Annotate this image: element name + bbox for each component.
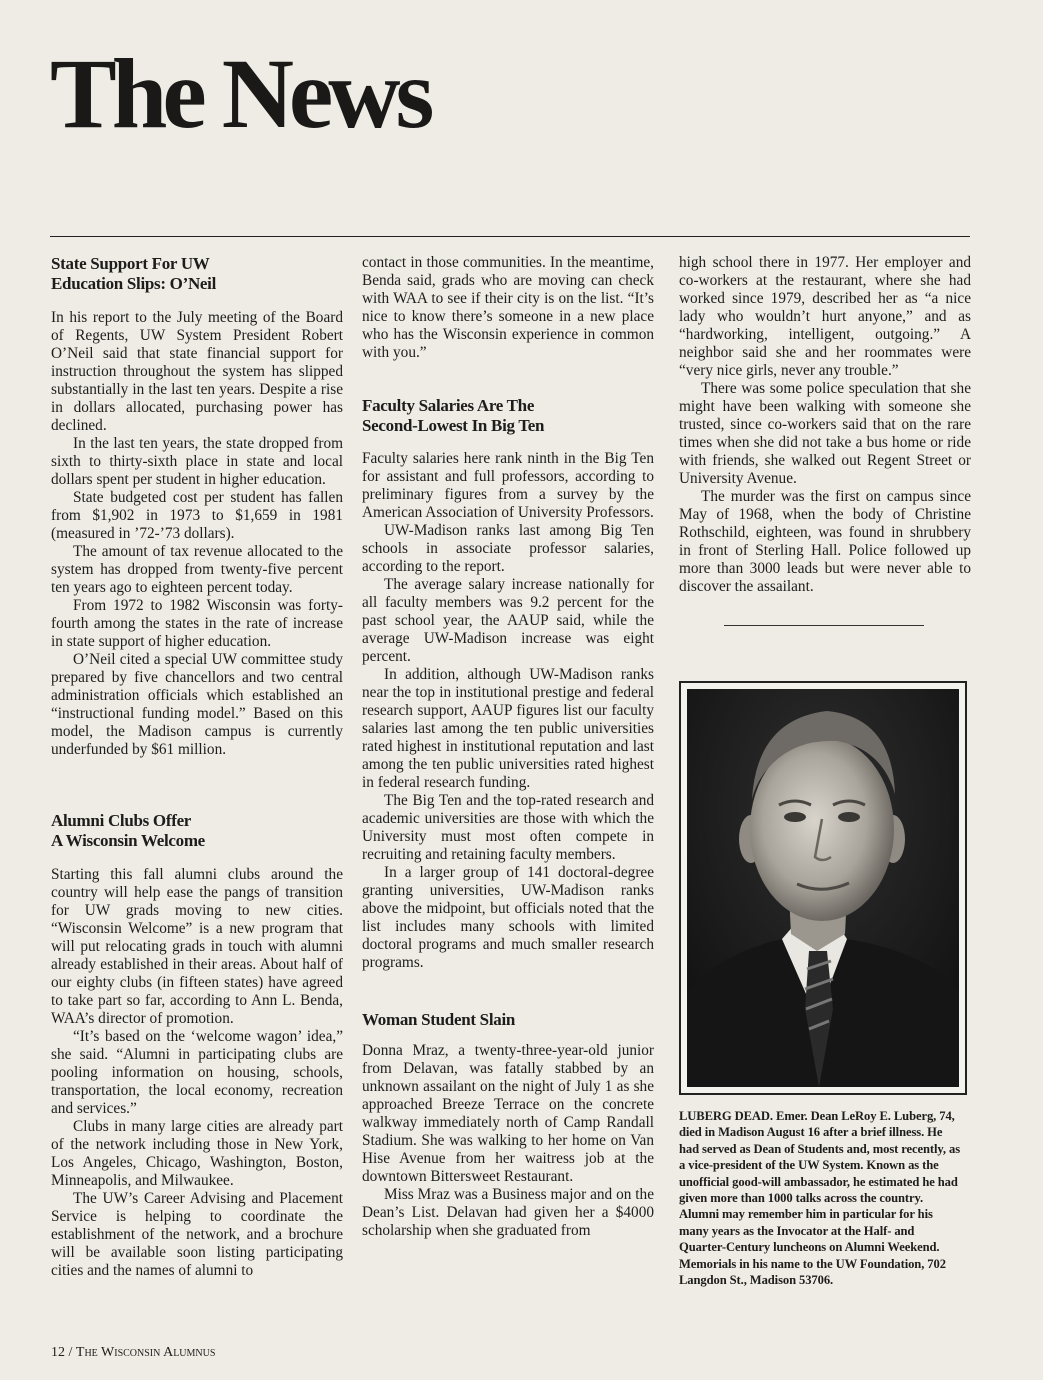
paragraph: The average salary increase nationally for all faculty members was 9.2 percent for the past school year, the AAUP said, while the average UW-Madison increase was eight percent. [362, 576, 654, 665]
page-number: 12 / [51, 1345, 76, 1360]
photo-caption: LUBERG DEAD. Emer. Dean LeRoy E. Luberg, 74, died in Madison August 16 after a brief illness. He had served as Dean of Students and, most recently, as a vice-president of the UW System. Known as the unofficial good-will ambassador, he estimated he had given more than 1000 talks across the country. Alumni may remember him in particular for his many years as the Invocator at the Half- and Quarter-Century luncheons on Alumni Weekend. Memorials in his name to the UW Foundation, 702 Langdon St., Madison 53706. [679, 1109, 960, 1288]
publication-name: The Wisconsin Alumnus [75, 1345, 216, 1360]
paragraph: Donna Mraz, a twenty-three-year-old junior from Delavan, was fatally stabbed by an unknown assailant on the night of July 1 as she approached Breeze Terrace on the concrete walkway immediately north of Camp Randall Stadium. She was walking to her home on Van Hise Avenue from her waitress job at the downtown Bittersweet Restaurant. [362, 1042, 654, 1185]
paragraph: The UW’s Career Advising and Placement Service is helping to coordinate the establishment of the network, and a brochure will be available soon listing participating cities and the names of alumni to [51, 1190, 343, 1279]
paragraph: Faculty salaries here rank ninth in the Big Ten for assistant and full professors, according to preliminary figures from a survey by the American Association of University Professors. [362, 450, 654, 521]
paragraph: Miss Mraz was a Business major and on the Dean’s List. Delavan had given her a $4000 scholarship when she graduated from [362, 1186, 654, 1239]
portrait-illustration [687, 689, 959, 1087]
paragraph: In the last ten years, the state dropped from sixth to thirty-sixth place in state and local dollars spent per student in higher education. [51, 435, 343, 488]
masthead-title: The News [50, 38, 430, 149]
page-footer [51, 1345, 215, 1361]
portrait-photo-frame [679, 681, 967, 1095]
paragraph: In addition, although UW-Madison ranks near the top in institutional prestige and federal research support, AAUP figures list our faculty salaries last among the ten public universities rated highest in institutional reputation and last among the ten public universities rated highest in federal research funding. [362, 666, 654, 791]
portrait-photo [687, 689, 959, 1087]
paragraph: From 1972 to 1982 Wisconsin was forty-fourth among the states in the rate of increase in state support of higher education. [51, 597, 343, 650]
headline-state-support: State Support For UW Education Slips: O’Neil [51, 254, 217, 293]
paragraph: Clubs in many large cities are already part of the network including those in New York, Los Angeles, Chicago, Washington, Boston, Minneapolis, and Milwaukee. [51, 1118, 343, 1189]
headline-faculty-salaries: Faculty Salaries Are The Second-Lowest In Big Ten [362, 396, 545, 435]
paragraph: “It’s based on the ‘welcome wagon’ idea,” she said. “Alumni in participating clubs are pooling information on housing, schools, transportation, the local economy, recreation and services.” [51, 1028, 343, 1117]
section-divider [724, 625, 924, 626]
headline-woman-student-slain: Woman Student Slain [362, 1010, 516, 1029]
column-3 [679, 254, 971, 626]
paragraph: O’Neil cited a special UW committee study prepared by five chancellors and two central administration officials which established an “instructional funding model.” Based on this model, the Madison campus is currently underfunded by $61 million. [51, 651, 343, 758]
paragraph-continuation: contact in those communities. In the meantime, Benda said, grads who are moving can check with WAA to see if their city is on the list. “It’s nice to know there’s someone in a new place who has the Wisconsin experience in common with you.” [362, 254, 654, 361]
headline-alumni-clubs: Alumni Clubs Offer A Wisconsin Welcome [51, 811, 205, 850]
paragraph: high school there in 1977. Her employer and co-workers at the restaurant, where she had worked since 1979, described her as “a nice lady who wouldn’t hurt anyone,” and as “hardworking, intelligent, outgoing.” A neighbor said she and her roommates were “very nice girls, never any trouble.” [679, 254, 971, 379]
paragraph: The Big Ten and the top-rated research and academic universities are those with which the University must most often compete in recruiting and retaining faculty members. [362, 792, 654, 863]
paragraph: UW-Madison ranks last among Big Ten schools in associate professor salaries, according to the report. [362, 522, 654, 575]
paragraph: The amount of tax revenue allocated to the system has dropped from twenty-five percent ten years ago to eighteen percent today. [51, 543, 343, 596]
column-1 [51, 254, 343, 1280]
paragraph: The murder was the first on campus since May of 1968, when the body of Christine Rothschild, eighteen, was found in shrubbery in front of Sterling Hall. Police followed up more than 3000 leads but were never able to discover the assailant. [679, 488, 971, 595]
paragraph: In his report to the July meeting of the Board of Regents, UW System President Robert O’Neil said that state financial support for instruction throughout the system has slipped substantially in the last ten years. Despite a rise in dollars allocated, purchasing power has declined. [51, 309, 343, 434]
column-2 [362, 254, 654, 1240]
paragraph: In a larger group of 141 doctoral-degree granting universities, UW-Madison ranks above the midpoint, but officials noted that the list includes many schools with limited doctoral programs and much smaller research programs. [362, 864, 654, 971]
masthead-rule [50, 236, 970, 237]
paragraph: There was some police speculation that she might have been walking with someone she trusted, since co-workers said that on the rare times when she did not take a bus home or ride with friends, she walked out Regent Street or University Avenue. [679, 380, 971, 487]
paragraph: State budgeted cost per student has fallen from $1,902 in 1973 to $1,659 in 1981 (measured in ’72-’73 dollars). [51, 489, 343, 542]
paragraph: Starting this fall alumni clubs around the country will help ease the pangs of transition for UW grads moving to new cities. “Wisconsin Welcome” is a new program that will put relocating grads in touch with alumni already established in their areas. About half of our eighty clubs (in fifteen states) have agreed to take part so far, according to Ann L. Benda, WAA’s director of promotion. [51, 866, 343, 1027]
